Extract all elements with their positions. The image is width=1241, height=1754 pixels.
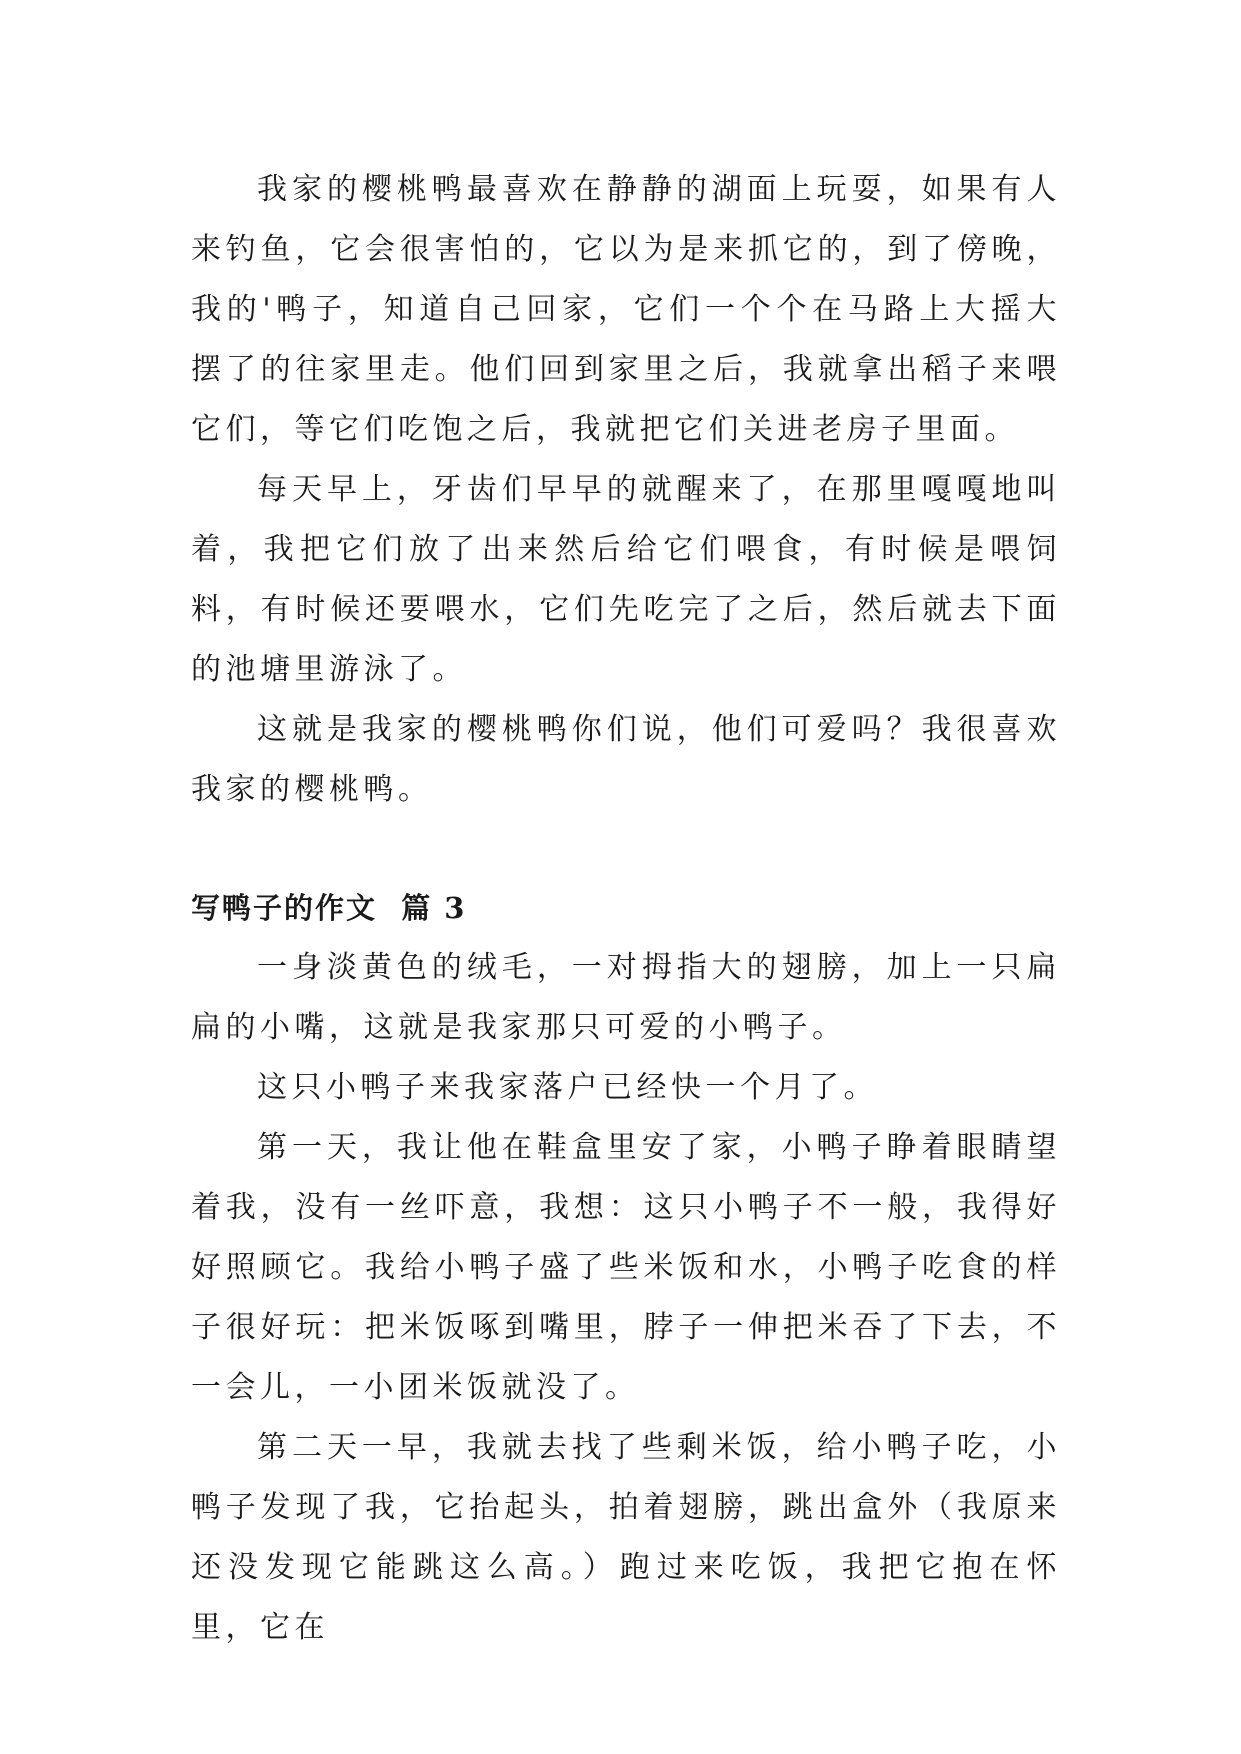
document-page xyxy=(191,160,1061,1658)
paragraph: 我家的樱桃鸭最喜欢在静静的湖面上玩耍，如果有人来钓鱼，它会很害怕的，它以为是来抓它的，到了傍晚，我的'鸭子，知道自己回家，它们一个个在马路上大摇大摆了的往家里走。他们回到家里之后，我就拿出稻子来喂它们，等它们吃饱之后，我就把它们关进老房子里面。 xyxy=(191,172,1061,447)
paragraph: 这就是我家的樱桃鸭你们说，他们可爱吗？我很喜欢我家的樱桃鸭。 xyxy=(191,712,1061,807)
paragraph: 一身淡黄色的绒毛，一对拇指大的翅膀，加上一只扁扁的小嘴，这就是我家那只可爱的小鸭子。 xyxy=(191,950,1061,1045)
paragraph: 第一天，我让他在鞋盒里安了家，小鸭子睁着眼睛望着我，没有一丝吓意，我想：这只小鸭子不一般，我得好好照顾它。我给小鸭子盛了些米饭和水，小鸭子吃食的样子很好玩：把米饭啄到嘴里，脖子一伸把米吞了下去，不一会儿，一小团米饭就没了。 xyxy=(191,1130,1061,1405)
section-title: 写鸭子的作文 篇 3 xyxy=(191,891,467,925)
paragraph: 这只小鸭子来我家落户已经快一个月了。 xyxy=(257,1070,878,1105)
paragraph: 第二天一早，我就去找了些剩米饭，给小鸭子吃，小鸭子发现了我，它抬起头，拍着翅膀，跳出盒外（我原来还没发现它能跳这么高。）跑过来吃饭，我把它抱在怀里，它在 xyxy=(191,1430,1061,1645)
section-spacer xyxy=(191,820,1061,878)
paragraph: 每天早上，牙齿们早早的就醒来了，在那里嘎嘎地叫着，我把它们放了出来然后给它们喂食，有时候是喂饲料，有时候还要喂水，它们先吃完了之后，然后就去下面的池塘里游泳了。 xyxy=(191,472,1061,687)
